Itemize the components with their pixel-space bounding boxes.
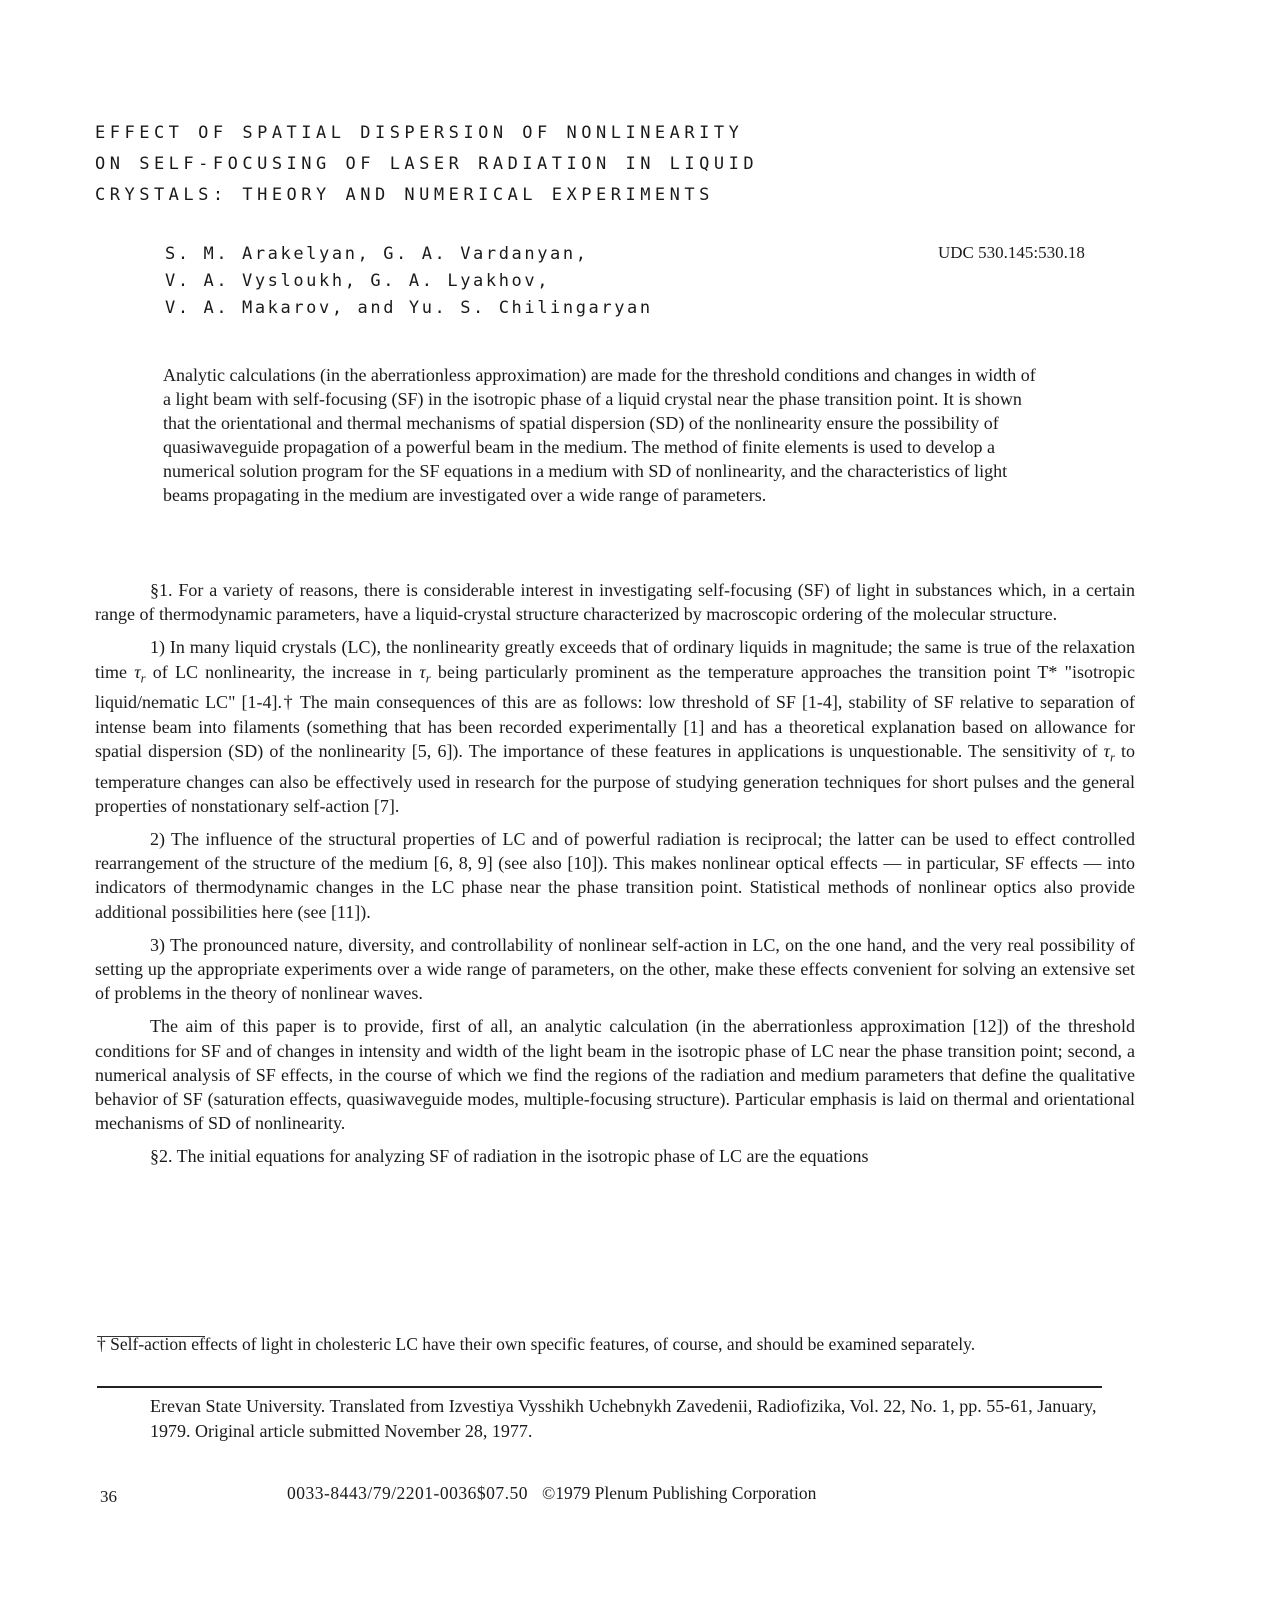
- footnote: † Self-action effects of light in cholesteric LC have their own specific features, of course, and should be examined separately.: [97, 1334, 976, 1354]
- tau-symbol: $\tau_r$: [1103, 740, 1115, 765]
- abstract: Analytic calculations (in the aberrationless approximation) are made for the threshold conditions and changes in width of a light beam with self-focusing (SF) in the isotropic phase of a liquid crystal near the phase transition point. It is shown that the orientational and thermal mechanisms of spatial dispersion (SD) of the nonlinearity ensure the possibility of quasiwaveguide propagation of a powerful beam in the medium. The method of finite elements is used to develop a numerical solution program for the SF equations in a medium with SD of nonlinearity, and the characteristics of light beams propagating in the medium are investigated over a wide range of parameters.: [163, 365, 1036, 505]
- udc-code: UDC 530.145:530.18: [938, 243, 1085, 262]
- tau-symbol: $\tau_r$: [134, 661, 146, 686]
- paper-title: [95, 118, 855, 211]
- title-line: CRYSTALS: THEORY AND NUMERICAL EXPERIMENTS: [95, 185, 714, 205]
- paragraph-text: being particularly prominent as the temperature approaches the transition point T* "isotropic liquid/nematic LC" [1-4].† The main consequences of this are as follows: low threshold of SF [1-4], stability of SF relative to separation of intense beam into filaments (something that has been recorded experimentally [1] and has a theoretical explanation based on allowance for spatial dispersion (SD) of the nonlinearity [5, 6]). The importance of these features in applications is unquestionable. The sensitivity of: [95, 661, 1135, 761]
- imprint-code: 0033-8443/79/2201-0036$07.50: [287, 1483, 529, 1503]
- paragraph-text: 1) In many liquid crystals (LC), the nonlinearity greatly exceeds that of ordinary liquids in magnitude; the same is true of the relaxation time: [95, 637, 1135, 682]
- aim-paragraph: The aim of this paper is to provide, first of all, an analytic calculation (in the aberrationless approximation [12]) of the threshold conditions for SF and of changes in intensity and width of the light beam in the isotropic phase of LC near the phase transition point; second, a numerical analysis of SF effects, in the course of which we find the regions of the radiation and medium parameters that define the qualitative behavior of SF (saturation effects, quasiwaveguide modes, multiple-focusing structure). Particular emphasis is laid on thermal and orientational mechanisms of SD of nonlinearity.: [95, 1016, 1135, 1134]
- title-line: EFFECT OF SPATIAL DISPERSION OF NONLINEARITY: [95, 123, 744, 143]
- point-2-paragraph: 2) The influence of the structural properties of LC and of powerful radiation is reciprocal; the latter can be used to effect controlled rearrangement of the structure of the medium [6, 8, 9] (see also [10]). This makes nonlinear optical effects — in particular, SF effects — into indicators of thermodynamic changes in the LC phase near the phase transition point. Statistical methods of nonlinear optics also provide additional possibilities here (see [11]).: [95, 829, 1135, 922]
- imprint-copyright: ©1979 Plenum Publishing Corporation: [542, 1483, 817, 1503]
- author-line: V. A. Vysloukh, G. A. Lyakhov,: [165, 271, 551, 291]
- section-1-paragraph: §1. For a variety of reasons, there is considerable interest in investigating self-focusing (SF) of light in substances which, in a certain range of thermodynamic parameters, have a liquid-crystal structure characterized by macroscopic ordering of the molecular structure.: [95, 580, 1135, 625]
- point-1-paragraph: [95, 635, 1135, 818]
- section-2-paragraph: §2. The initial equations for analyzing SF of radiation in the isotropic phase of LC are the equations: [150, 1146, 869, 1167]
- tau-symbol: $\tau_r$: [419, 661, 431, 686]
- author-line: S. M. Arakelyan, G. A. Vardanyan,: [165, 244, 589, 264]
- paragraph-text: of LC nonlinearity, the increase in: [145, 661, 420, 682]
- author-line: V. A. Makarov, and Yu. S. Chilingaryan: [165, 298, 653, 318]
- author-list: [165, 241, 885, 322]
- page-number: 36: [100, 1487, 117, 1506]
- affiliation-rule: [97, 1386, 1102, 1388]
- point-3-paragraph: 3) The pronounced nature, diversity, and controllability of nonlinear self-action in LC, on the one hand, and the very real possibility of setting up the appropriate experiments over a wide range of parameters, on the other, make these effects convenient for solving an extensive set of problems in the theory of nonlinear waves.: [95, 934, 1135, 1004]
- imprint-line: [287, 1483, 816, 1504]
- paragraph-text: to temperature changes can also be effectively used in research for the purpose of studying generation techniques for short pulses and the general properties of nonstationary self-action [7].: [95, 740, 1135, 816]
- affiliation-note: Erevan State University. Translated from Izvestiya Vysshikh Uchebnykh Zavedenii, Radiofizika, Vol. 22, No. 1, pp. 55-61, January, 1979. Original article submitted November 28, 1977.: [150, 1396, 1097, 1441]
- body-text: [95, 578, 1135, 1178]
- title-line: ON SELF-FOCUSING OF LASER RADIATION IN LIQUID: [95, 154, 759, 174]
